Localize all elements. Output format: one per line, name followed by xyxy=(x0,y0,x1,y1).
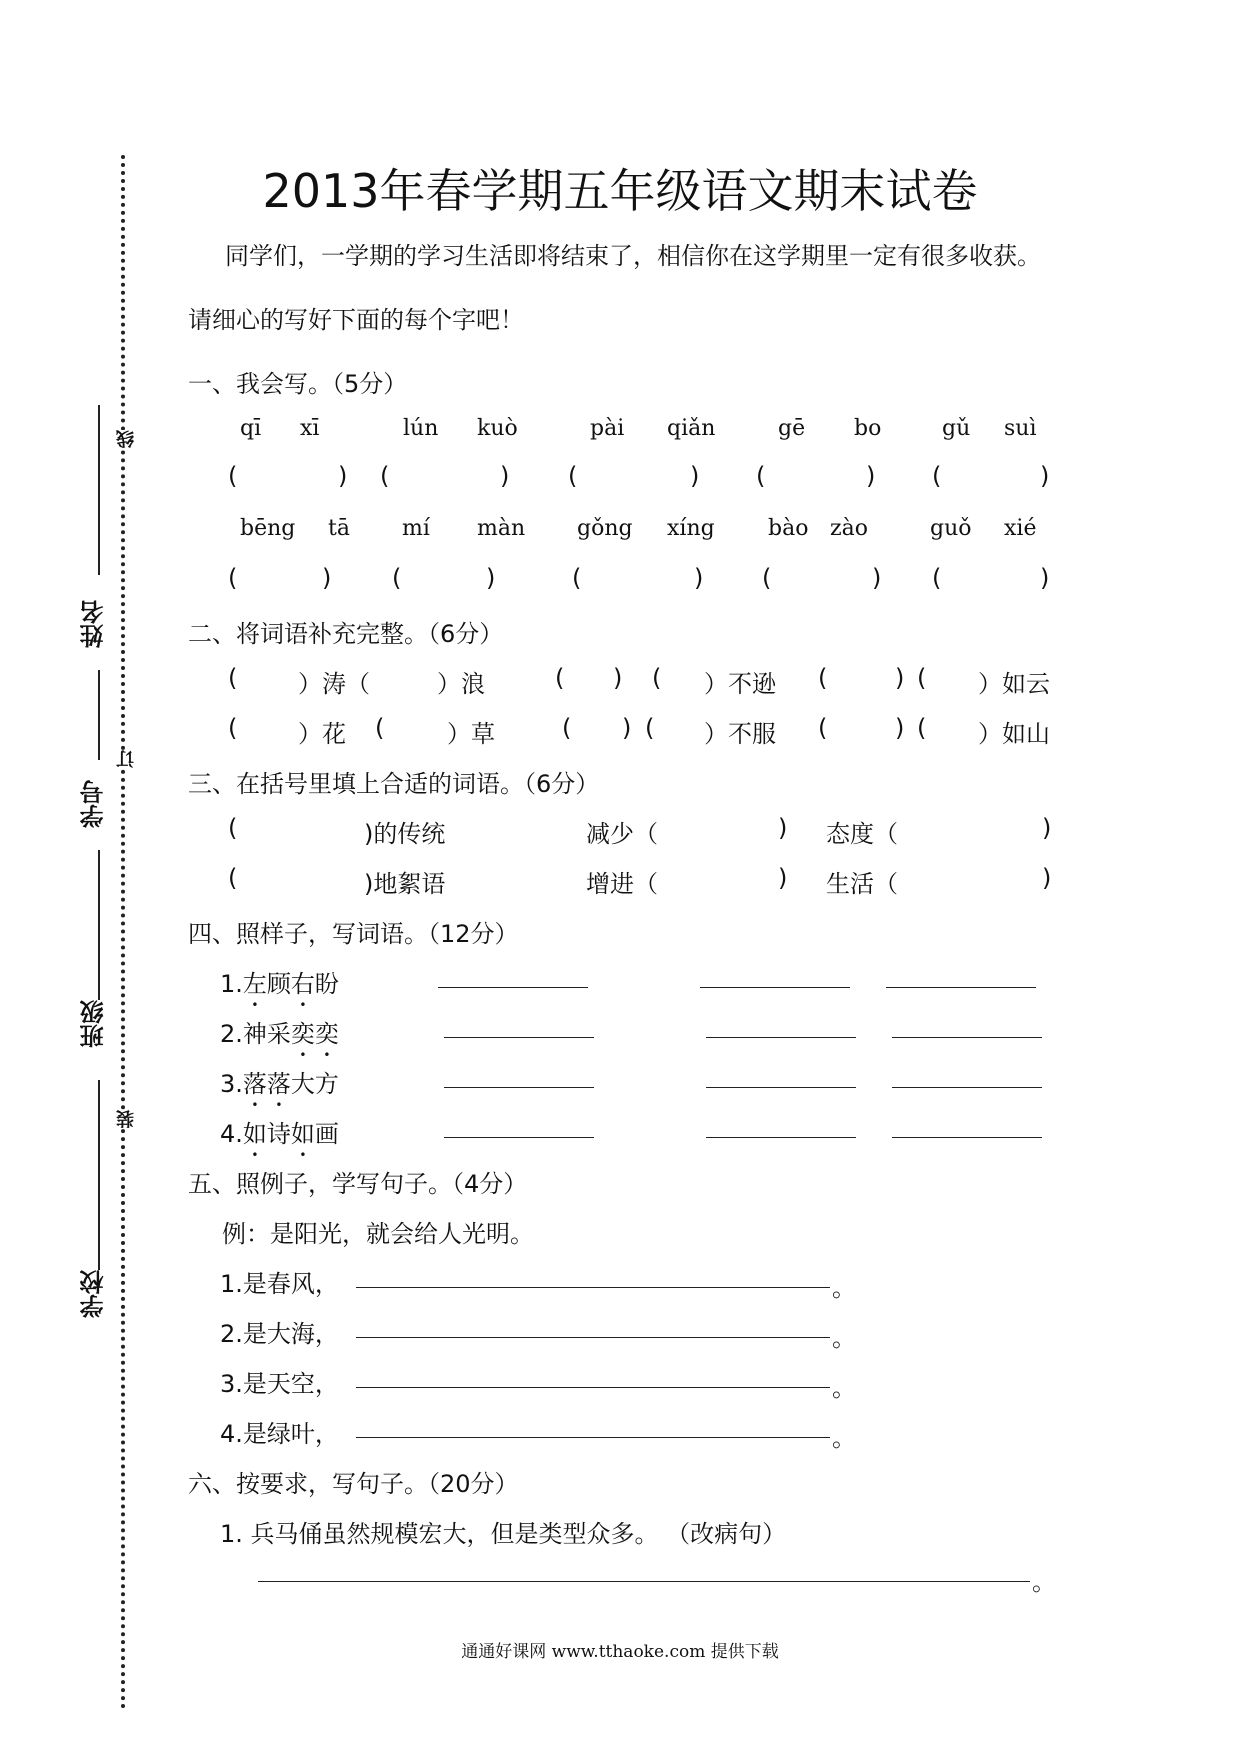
pinyin: bo xyxy=(854,416,882,441)
footer-credit: 通通好课网 www.tthaoke.com 提供下载 xyxy=(461,1642,779,1662)
paren-open: ( xyxy=(917,714,927,742)
pinyin: màn xyxy=(477,516,526,541)
idiom-cell: ）不服 xyxy=(704,720,776,748)
item-number: 4. xyxy=(220,1120,243,1148)
class-blank xyxy=(98,850,100,1000)
plain-char: 诗 xyxy=(266,1120,291,1148)
pinyin: suì xyxy=(1004,416,1037,441)
dotted-char: 落 xyxy=(266,1070,291,1098)
paren-open: ( xyxy=(228,814,238,842)
pinyin: zào xyxy=(830,516,868,541)
answer-line[interactable] xyxy=(356,1437,830,1438)
paren-open: ( xyxy=(562,714,572,742)
dotted-char: 右 xyxy=(290,970,315,998)
paren-close: ) xyxy=(1042,864,1052,892)
dotted-char: 奕 xyxy=(314,1020,339,1048)
paren-open: ( xyxy=(932,462,942,490)
dotted-char: 如 xyxy=(242,1120,267,1148)
answer-line[interactable] xyxy=(438,987,588,988)
answer-line[interactable] xyxy=(356,1337,830,1338)
word-pattern-2 xyxy=(220,1014,339,1062)
paren-open: ( xyxy=(652,664,662,692)
name-label: 姓名 xyxy=(80,600,108,648)
plain-char: 顾 xyxy=(266,970,291,998)
paren-open: ( xyxy=(818,664,828,692)
paren-open: ( xyxy=(756,462,766,490)
paren-open: ( xyxy=(572,564,582,592)
seal-pack-char: 装 xyxy=(114,1110,140,1128)
paren-open: ( xyxy=(380,462,390,490)
dotted-char: 如 xyxy=(290,1120,315,1148)
pinyin: tā xyxy=(328,516,350,541)
item-number: 1. xyxy=(220,970,243,998)
idiom-cell: ）不逊 xyxy=(704,670,776,698)
section-6-heading: 六、按要求，写句子。（20分） xyxy=(188,1470,519,1498)
answer-line[interactable] xyxy=(892,1087,1042,1088)
paren-close: ) xyxy=(500,462,510,490)
paren-open: ( xyxy=(762,564,772,592)
school-blank xyxy=(98,1080,100,1270)
idiom-cell: ）如云 xyxy=(978,670,1050,698)
answer-line[interactable] xyxy=(444,1037,594,1038)
word-pattern-3 xyxy=(220,1064,339,1112)
paren-close: ) xyxy=(613,664,623,692)
paren-open: ( xyxy=(228,864,238,892)
paren-close: ) xyxy=(895,664,905,692)
paren-open: ( xyxy=(228,564,238,592)
paren-close: ) xyxy=(778,864,788,892)
pinyin: qī xyxy=(240,416,262,441)
paren-open: ( xyxy=(917,664,927,692)
paren-open: ( xyxy=(375,714,385,742)
plain-char: 画 xyxy=(314,1120,339,1148)
paren-open: ( xyxy=(645,714,655,742)
paren-open: ( xyxy=(228,714,238,742)
paren-open: ( xyxy=(228,664,238,692)
paren-close: ) xyxy=(895,714,905,742)
full-stop: 。 xyxy=(832,1374,856,1402)
intro-line-2: 请细心的写好下面的每个字吧！ xyxy=(188,306,524,334)
paren-open: ( xyxy=(228,462,238,490)
answer-line[interactable] xyxy=(356,1387,830,1388)
full-stop: 。 xyxy=(832,1324,856,1352)
paren-open: ( xyxy=(818,714,828,742)
sentence-prompt-2: 2.是大海， xyxy=(220,1320,339,1348)
paren-close: ) xyxy=(1042,814,1052,842)
sentence-prompt-1: 1.是春风， xyxy=(220,1270,339,1298)
paren-open: ( xyxy=(555,664,565,692)
pinyin: qiǎn xyxy=(667,416,716,441)
paren-open: ( xyxy=(392,564,402,592)
word-pattern-4 xyxy=(220,1114,339,1162)
pinyin: mí xyxy=(402,516,430,541)
paren-close: ) xyxy=(694,564,704,592)
fill-cell: 态度（ xyxy=(826,820,898,848)
page-title: 2013年春学期五年级语文期末试卷 xyxy=(262,164,978,218)
pinyin: gǒng xyxy=(577,516,633,541)
plain-char: 大方 xyxy=(290,1070,339,1098)
paren-close: ) xyxy=(322,564,332,592)
section-1-heading: 一、我会写。（5分） xyxy=(188,370,408,398)
paren-close: ) xyxy=(778,814,788,842)
question-1: 1. 兵马俑虽然规模宏大，但是类型众多。 （改病句） xyxy=(220,1520,787,1548)
pinyin: xī xyxy=(300,416,320,441)
answer-line[interactable] xyxy=(892,1037,1042,1038)
idiom-cell: ）如山 xyxy=(978,720,1050,748)
fill-cell: 生活（ xyxy=(826,870,898,898)
pinyin: bēng xyxy=(240,516,296,541)
answer-line[interactable] xyxy=(356,1287,830,1288)
dotted-char: 左 xyxy=(242,970,267,998)
paren-close: ) xyxy=(866,462,876,490)
dotted-char: 奕 xyxy=(290,1020,315,1048)
answer-line[interactable] xyxy=(700,987,850,988)
pinyin: kuò xyxy=(477,416,518,441)
paren-close: ) xyxy=(1040,462,1050,490)
pinyin: lún xyxy=(403,416,439,441)
dotted-char: 落 xyxy=(242,1070,267,1098)
full-stop: 。 xyxy=(832,1274,856,1302)
section-2-heading: 二、将词语补充完整。（6分） xyxy=(188,620,504,648)
pinyin: bào xyxy=(768,516,809,541)
paren-close: ) xyxy=(1040,564,1050,592)
paren-open: ( xyxy=(932,564,942,592)
answer-line[interactable] xyxy=(258,1581,1030,1582)
answer-line[interactable] xyxy=(886,987,1036,988)
item-number: 3. xyxy=(220,1070,243,1098)
pinyin: gē xyxy=(778,416,806,441)
fill-cell: )的传统 xyxy=(364,820,446,848)
word-pattern-1 xyxy=(220,964,339,1012)
paren-close: ) xyxy=(338,462,348,490)
idiom-cell: ）草 xyxy=(447,720,495,748)
seal-bind-char: 订 xyxy=(114,750,140,768)
intro-line-1: 同学们，一学期的学习生活即将结束了，相信你在这学期里一定有很多收获。 xyxy=(225,242,1041,270)
pinyin: guǒ xyxy=(930,516,972,541)
answer-line[interactable] xyxy=(706,1037,856,1038)
seal-line-char: 线 xyxy=(114,430,140,448)
pinyin: xié xyxy=(1004,516,1037,541)
pinyin: xíng xyxy=(667,516,715,541)
pinyin: pài xyxy=(590,416,625,441)
full-stop: 。 xyxy=(1032,1568,1056,1596)
section-3-heading: 三、在括号里填上合适的词语。（6分） xyxy=(188,770,600,798)
section-5-heading: 五、照例子，学写句子。（4分） xyxy=(188,1170,528,1198)
answer-line[interactable] xyxy=(444,1087,594,1088)
number-blank xyxy=(98,670,100,760)
answer-line[interactable] xyxy=(444,1137,594,1138)
sentence-prompt-3: 3.是天空， xyxy=(220,1370,339,1398)
paren-close: ) xyxy=(872,564,882,592)
fill-cell: 增进（ xyxy=(586,870,658,898)
school-label: 学校 xyxy=(80,1270,108,1318)
class-label: 班级 xyxy=(80,1000,108,1048)
idiom-cell: ）涛（ xyxy=(298,670,370,698)
answer-line[interactable] xyxy=(706,1087,856,1088)
pinyin: gǔ xyxy=(942,416,971,441)
paren-close: ) xyxy=(622,714,632,742)
paren-close: ) xyxy=(486,564,496,592)
sentence-prompt-4: 4.是绿叶， xyxy=(220,1420,339,1448)
plain-char: 盼 xyxy=(314,970,339,998)
paren-open: ( xyxy=(568,462,578,490)
item-number: 2. xyxy=(220,1020,243,1048)
fill-cell: )地絮语 xyxy=(364,870,446,898)
answer-line[interactable] xyxy=(706,1137,856,1138)
section-4-heading: 四、照样子，写词语。（12分） xyxy=(188,920,519,948)
plain-char: 神采 xyxy=(242,1020,291,1048)
fill-cell: 减少（ xyxy=(586,820,658,848)
binding-dotted-line xyxy=(121,155,125,1710)
example-sentence: 例：是阳光，就会给人光明。 xyxy=(222,1220,534,1248)
paren-close: ) xyxy=(690,462,700,490)
full-stop: 。 xyxy=(832,1424,856,1452)
name-blank xyxy=(98,405,100,575)
idiom-cell: ）花 xyxy=(298,720,346,748)
answer-line[interactable] xyxy=(892,1137,1042,1138)
idiom-cell: ）浪 xyxy=(437,670,485,698)
number-label: 学号 xyxy=(80,780,108,828)
